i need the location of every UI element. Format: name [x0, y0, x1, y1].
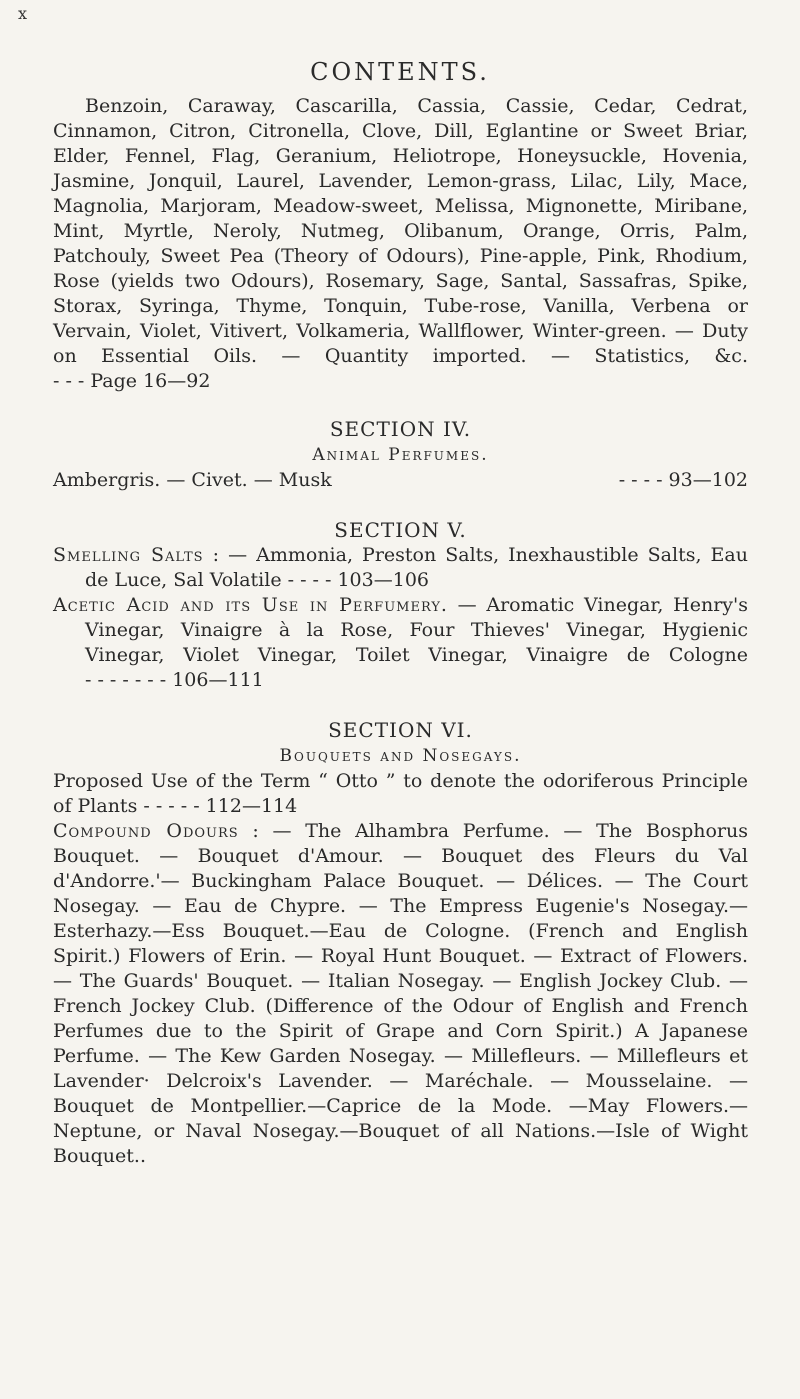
section6-entry1-page-range: - - - - - 112—114: [143, 795, 298, 817]
section5-entry-acetic-acid: [53, 593, 748, 693]
section3-entry-text: Benzoin, Caraway, Cascarilla, Cassia, Cassie, Cedar, Cedrat, Cinnamon, Citron, Citronella, Clove, Dill, Eglantine or Sweet Briar, Elder, Fennel, Flag, Geranium, Heliotrope, Honeysuckle, Hovenia, Jasmine, Jonquil, Laurel, Lavender, Lemon-grass, Lilac, Lily, Mace, Magnolia, Marjoram, Meadow-sweet, Melissa, Mignonette, Miribane, Mint, Myrtle, Neroly, Nutmeg, Olibanum, Orange, Orris, Palm, Patchouly, Sweet Pea (Theory of Odours), Pine-apple, Pink, Rhodium, Rose (yields two Odours), Rosemary, Sage, Santal, Sassafras, Spike, Storax, Syringa, Thyme, Tonquin, Tube-rose, Vanilla, Verbena or Vervain, Violet, Vitivert, Volkameria, Wallflower, Winter-green. — Duty on Essential Oils. — Quantity imported. — Statistics, &c.: [53, 95, 748, 367]
section6-entry-otto: [53, 769, 748, 819]
section6-entry-compound-odours: [53, 819, 748, 1169]
section5-entry2-page-range: - - - - - - - 106—111: [85, 669, 264, 691]
section4-entry: [53, 468, 748, 493]
section5-entry2-text: — Aromatic Vinegar, Henry's Vinegar, Vinaigre à la Rose, Four Thieves' Vinegar, Hygienic Vinegar, Violet Vinegar, Toilet Vinegar, Vinaigre de Cologne: [85, 594, 748, 666]
running-head: CONTENTS.: [310, 58, 490, 86]
section6-entry2-text: : — The Alhambra Perfume. — The Bosphorus Bouquet. — Bouquet d'Amour. — Bouquet des Fleurs du Val d'Andorre.'— Buckingham Palace Bouquet. — Délices. — The Court Nosegay. — Eau de Chypre. — The Empress Eugenie's Nosegay.—Esterhazy.—Ess Bouquet.—Eau de Cologne. (French and English Spirit.) Flowers of Erin. — Royal Hunt Bouquet. — Extract of Flowers. — The Guards' Bouquet. — Italian Nosegay. — English Jockey Club. — French Jockey Club. (Difference of the Odour of English and French Perfumes due to the Spirit of Grape and Corn Spirit.) A Japanese Perfume. — The Kew Garden Nosegay. — Millefleurs. — Millefleurs et Lavender· Delcroix's Lavender. — Maréchale. — Mousselaine. — Bouquet de Montpellier.—Caprice de la Mode. —May Flowers.— Neptune, or Naval Nosegay.—Bouquet of all Nations.—Isle of Wight Bouquet..: [53, 820, 748, 1167]
section5-entry-smelling-salts: [53, 543, 748, 593]
section5-title: SECTION V.: [334, 518, 467, 542]
section6-subtitle: Bouquets and Nosegays.: [279, 746, 522, 766]
section4-subtitle: Animal Perfumes.: [312, 445, 489, 465]
page-folio: x: [18, 4, 29, 23]
section5-entry1-text: : — Ammonia, Preston Salts, Inexhaustible Salts, Eau de Luce, Sal Volatile: [85, 544, 748, 591]
section6-entry2-heading: Compound Odours: [53, 820, 239, 842]
section6-title: SECTION VI.: [328, 718, 473, 742]
section5-entry1-heading: Smelling Salts: [53, 544, 204, 566]
section4-entry-text: Ambergris. — Civet. — Musk: [53, 469, 332, 491]
section4-title: SECTION IV.: [329, 417, 472, 441]
section4-page-range: - - - - 93—102: [618, 469, 748, 491]
section3-continuation: [53, 94, 748, 394]
section5-entry2-heading: Acetic Acid and its Use in Perfumery.: [53, 594, 448, 616]
contents-body: [53, 94, 748, 1169]
section3-page-range: - - - Page 16—92: [53, 370, 211, 392]
section5-entry1-page-range: - - - - 103—106: [287, 569, 429, 591]
section6-entry1-text: Proposed Use of the Term “ Otto ” to denote the odoriferous Principle of Plants: [53, 770, 748, 817]
